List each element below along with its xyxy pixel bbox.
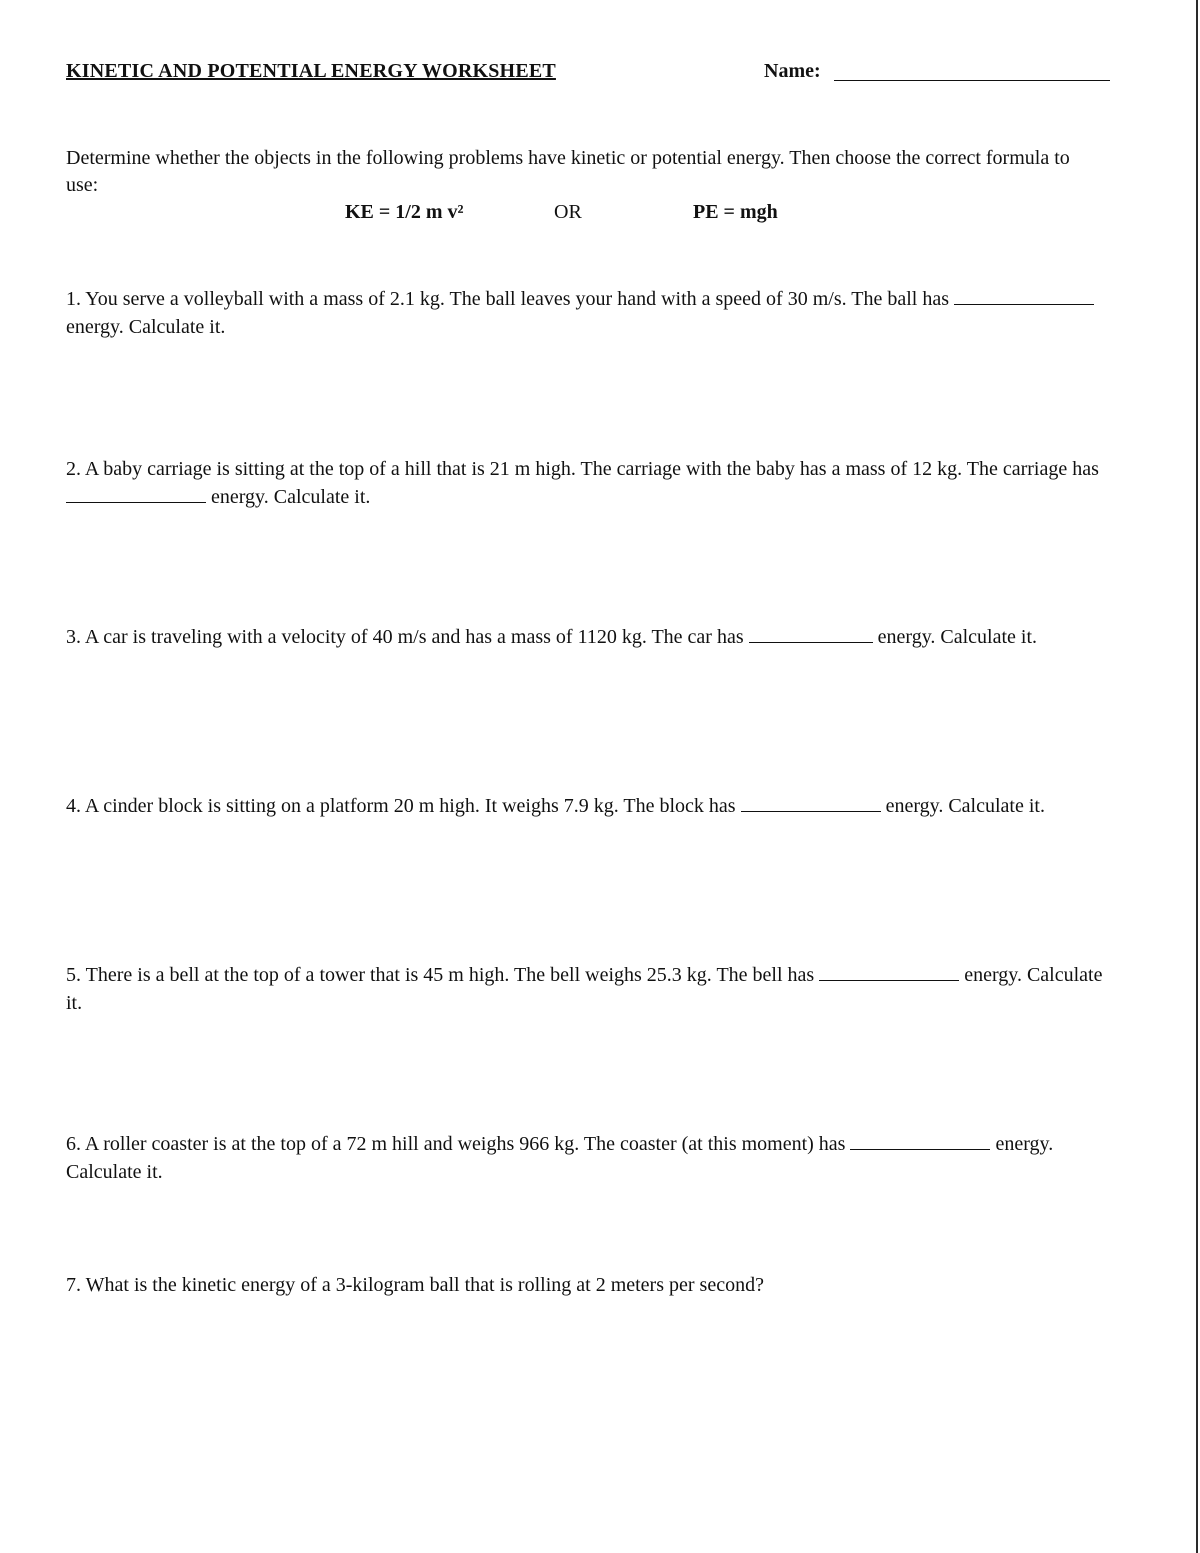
formula-row: [66, 199, 1076, 226]
answer-blank[interactable]: [954, 288, 1094, 305]
pe-formula: PE = mgh: [693, 201, 778, 223]
instructions: [66, 145, 1076, 226]
question-text-end: energy. Calculate it.: [885, 795, 1045, 817]
name-blank[interactable]: [834, 80, 1110, 81]
question-text: 3. A car is traveling with a velocity of 40 m/s and has a mass of 1120 kg. The car has: [66, 626, 744, 648]
answer-blank[interactable]: [741, 795, 881, 812]
question-2: [66, 455, 1116, 511]
question-text-end: energy. Calculate it.: [211, 486, 371, 508]
answer-blank[interactable]: [66, 486, 206, 503]
or-label: OR: [554, 201, 582, 223]
worksheet-title: KINETIC AND POTENTIAL ENERGY WORKSHEET: [66, 60, 556, 82]
name-label: Name:: [764, 60, 821, 82]
answer-blank[interactable]: [819, 964, 959, 981]
question-text: 7. What is the kinetic energy of a 3-kilogram ball that is rolling at 2 meters per second?: [66, 1274, 764, 1296]
instructions-text: Determine whether the objects in the following problems have kinetic or potential energy. Then choose the correct formula to use:: [66, 147, 1070, 196]
question-text-end: energy. Calculate it.: [877, 626, 1038, 648]
page-edge: [1196, 0, 1198, 1553]
question-1: [66, 285, 1116, 341]
answer-blank[interactable]: [749, 626, 873, 643]
question-text: 1. You serve a volleyball with a mass of 2.1 kg. The ball leaves your hand with a speed of 30 m/s. The ball has: [66, 288, 949, 310]
question-text-end: energy. Calculate it.: [66, 316, 226, 338]
question-text: 4. A cinder block is sitting on a platform 20 m high. It weighs 7.9 kg. The block has: [66, 795, 736, 817]
question-6: [66, 1130, 1116, 1186]
answer-blank[interactable]: [850, 1133, 990, 1150]
question-text: 2. A baby carriage is sitting at the top of a hill that is 21 m high. The carriage with the baby has a mass of 12 kg. The carriage has: [66, 458, 1099, 480]
question-text-end: energy. Calculate it.: [66, 964, 1103, 1014]
question-text: 6. A roller coaster is at the top of a 72 m hill and weighs 966 kg. The coaster (at this moment) has: [66, 1133, 846, 1155]
question-5: [66, 961, 1116, 1017]
question-7: [66, 1271, 1116, 1299]
ke-formula: KE = 1/2 m v²: [345, 201, 464, 223]
question-3: [66, 623, 1116, 651]
worksheet-header: [66, 60, 1116, 90]
question-4: [66, 792, 1116, 820]
question-text-end: energy. Calculate it.: [66, 1133, 1054, 1183]
question-text: 5. There is a bell at the top of a tower that is 45 m high. The bell weighs 25.3 kg. The bell has: [66, 964, 815, 986]
